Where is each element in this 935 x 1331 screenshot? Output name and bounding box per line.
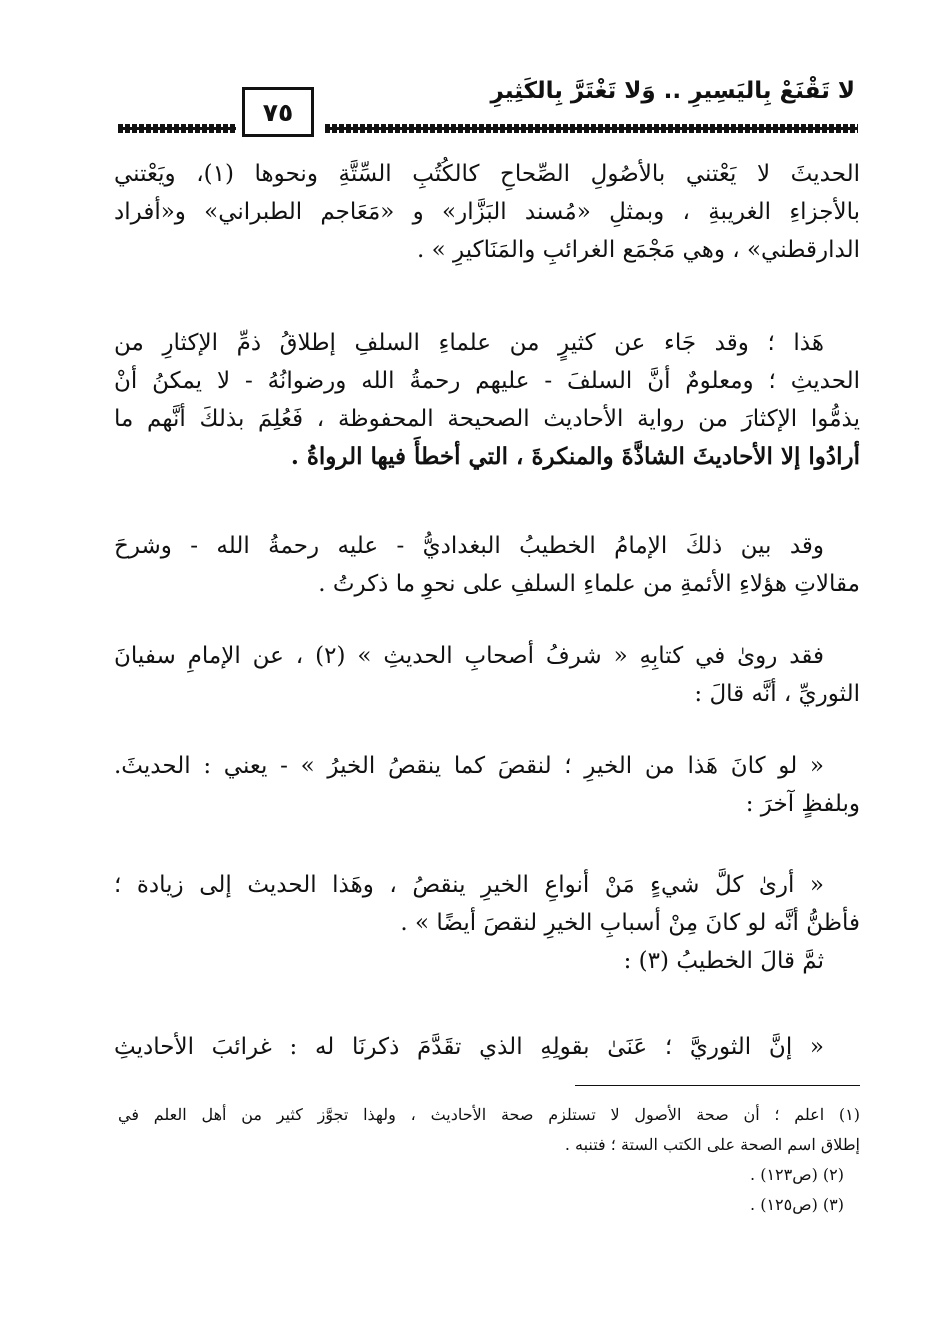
text-line: « إنَّ الثوريَّ ؛ عَنَىٰ بقولِهِ الذي تقَدَّمَ ذكرنَا له : غرائبَ الأحاديثِ	[114, 1034, 824, 1060]
paragraph-4	[114, 637, 860, 713]
text-line: ثمَّ قالَ الخطيبُ (٣) :	[623, 948, 824, 974]
header-rule-right	[325, 124, 858, 133]
text-line: « لو كانَ هَذا من الخيرِ ؛ لنقصَ كما ينقصُ الخيرُ » - يعني : الحديثَ.	[114, 753, 824, 779]
paragraph-5	[114, 747, 860, 823]
text-line: فأظنُّ أنَّه لو كانَ مِنْ أسبابِ الخيرِ لنقصَ أيضًا » .	[400, 910, 860, 936]
paragraph-7	[114, 1028, 860, 1066]
text-line: وقد بين ذلكَ الإمامُ الخطيبُ البغداديُّ - عليه رحمةُ الله - وشرحَ	[114, 533, 824, 559]
header-rule-left	[118, 124, 236, 133]
text-line: يذمُّوا الإكثارَ من رواية الأحاديث الصحيحة المحفوظة ، فَعُلِمَ بذلكَ أنَّهم ما	[114, 406, 860, 432]
text-line: « أرىٰ كلَّ شيءٍ مَنْ أنواعِ الخيرِ ينقصُ ، وهَذا الحديث إلى زيادة ؛	[114, 872, 824, 898]
paragraph-2	[114, 324, 860, 476]
text-line: هَذا ؛ وقد جَاء عن كثيرٍ من علماءِ السلفِ إطلاقُ ذمِّ الإكثارِ من	[114, 330, 824, 356]
text-line: بالأجزاءِ الغريبةِ ، وبمثلِ «مُسند البَزَّار» و «مَعَاجم الطبراني» و«أفراد	[114, 199, 860, 225]
footnote-line: (٣) (ص١٢٥) .	[750, 1195, 844, 1214]
text-line: مقالاتِ هؤلاءِ الأئمةِ من علماءِ السلفِ على نحوِ ما ذكرتُ .	[318, 571, 860, 597]
footnotes	[118, 1100, 860, 1220]
page-number-box	[242, 87, 314, 137]
text-line: الثوريِّ ، أنَّه قالَ :	[694, 681, 860, 707]
text-line: الحديثَ لا يَعْتني بالأصُولِ الصِّحاحِ كالكُتُبِ السِّتَّةِ ونحوها (١)، ويَعْتني	[114, 161, 860, 187]
text-line: فقد روىٰ في كتابِهِ « شرفُ أصحابِ الحديثِ » (٢) ، عن الإمامِ سفيانَ	[114, 643, 824, 669]
footnote-line: (٢) (ص١٢٣) .	[750, 1165, 844, 1184]
footnote-line: إطلاق اسم الصحة على الكتب الستة ؛ فتنبه .	[564, 1135, 860, 1154]
text-line: الحديثِ ؛ ومعلومٌ أنَّ السلفَ - عليهم رحمةُ الله ورضوانُهُ - لا يمكنُ أنْ	[114, 368, 860, 394]
text-line: أرادُوا إلا الأحاديثَ الشاذَّةَ والمنكرةَ ، التي أخطأَ فيها الرواةُ .	[290, 443, 860, 470]
text-line: وبلفظٍ آخرَ :	[745, 791, 860, 817]
text-line: الدارقطني» ، وهي مَجْمَع الغرائبِ والمَنَاكيرِ » .	[417, 237, 860, 263]
paragraph-6	[114, 866, 860, 980]
paragraph-3	[114, 527, 860, 603]
paragraph-1	[114, 155, 860, 269]
running-header-title: لا تَقْنَعْ بِاليَسِيرِ .. وَلا تَغْتَرَّ بِالكَثِيرِ	[490, 78, 855, 104]
footnote-separator	[575, 1085, 860, 1086]
footnote-line: (١) اعلم ؛ أن صحة الأصول لا تستلزم صحة الأحاديث ، ولهذا تجوَّز كثير من أهل العلم في	[118, 1105, 860, 1124]
page-number: ٧٥	[262, 97, 294, 127]
